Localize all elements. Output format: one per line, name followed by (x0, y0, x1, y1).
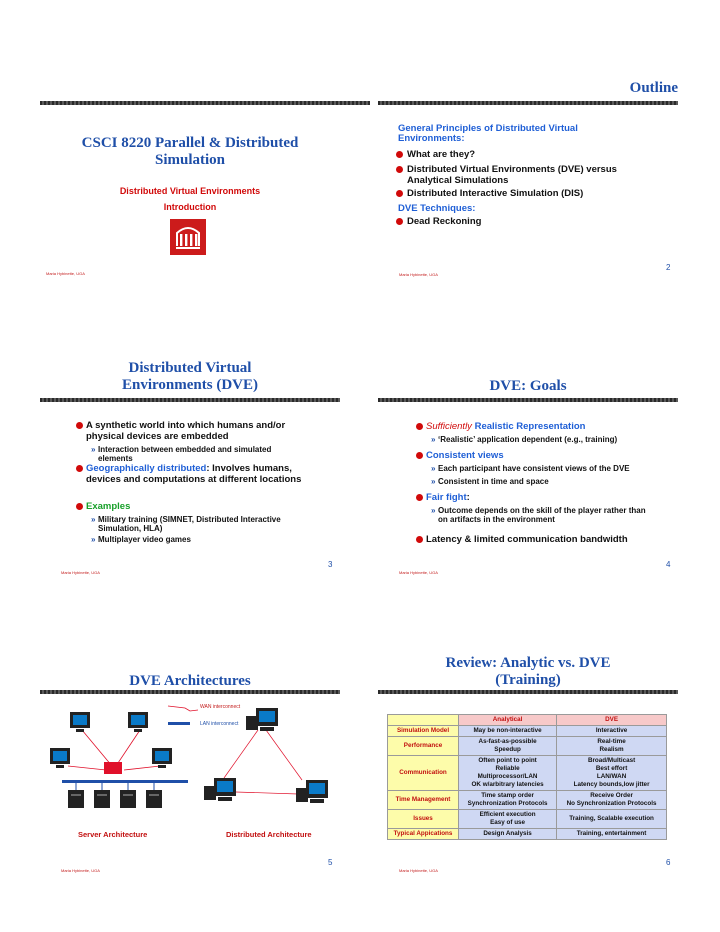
goal-latency: Latency & limited communication bandwidth (426, 534, 628, 545)
table-row (388, 737, 667, 756)
sub-interaction: » Interaction between embedded and simulated elements (98, 445, 298, 463)
goal-fair-fight-text: Fair fight (426, 492, 467, 503)
analytical-cell (459, 737, 557, 756)
bullet-icon (416, 423, 423, 430)
cell-line: Best effort (595, 765, 628, 772)
footer-author: Maria Hybinette, UGA (61, 570, 100, 575)
geo-description: : Involves humans, devices and computations at different locations (86, 463, 302, 485)
slide-5 (40, 670, 340, 880)
page-number: 6 (666, 858, 671, 867)
uga-arch-logo (170, 219, 206, 255)
dve-cell (557, 756, 667, 791)
goal-sufficiently: Sufficiently (426, 421, 472, 432)
cell-line: Reliable (495, 765, 520, 772)
section-dve-techniques: DVE Techniques: (398, 203, 476, 214)
analytical-cell (459, 791, 557, 810)
sub-realistic: » ‘Realistic’ application dependent (e.g., training) (438, 435, 617, 444)
row-label: Typical Appications (388, 829, 459, 840)
client-monitor-icons (50, 712, 172, 768)
lan-bus (62, 780, 188, 783)
analytical-cell (459, 726, 557, 737)
col-header-analytical: Analytical (459, 715, 557, 726)
architecture-diagram (40, 700, 340, 840)
title-rule (378, 398, 678, 402)
bullet-icon (76, 465, 83, 472)
bullet-icon (396, 166, 403, 173)
slide-title: CSCI 8220 Parallel & Distributed Simulation (81, 135, 299, 168)
bullet-icon (76, 422, 83, 429)
table-row (388, 726, 667, 737)
lan-legend-line (168, 722, 190, 725)
footer-author: Maria Hybinette, UGA (399, 868, 438, 873)
outline-item-2: Distributed Virtual Environments (DVE) versus Analytical Simulations (407, 164, 617, 186)
legend-wan: WAN interconnect (200, 704, 241, 710)
cell-line: Receive Order (590, 792, 633, 799)
cell-line: May be non-interactive (473, 727, 542, 734)
title-rule (40, 398, 340, 402)
cell-line: Time stamp order (481, 792, 534, 799)
slide-title: Outline (629, 80, 678, 96)
dve-cell (557, 737, 667, 756)
title-rule (40, 101, 370, 105)
comparison-table (387, 714, 667, 840)
lan-drops (76, 783, 154, 790)
bullet-synthetic-world: A synthetic world into which humans and/or physical devices are embedded (86, 420, 286, 442)
cell-line: Latency bounds,low jitter (573, 781, 650, 788)
table-corner (388, 715, 459, 726)
title-rule (40, 690, 340, 694)
page-number: 4 (666, 560, 671, 569)
cell-line: Realism (599, 746, 624, 753)
analytical-cell (459, 810, 557, 829)
footer-author: Maria Hybinette, UGA (399, 272, 438, 277)
geographically-distributed: Geographically distributed (86, 463, 207, 474)
bullet-icon (396, 151, 403, 158)
row-label: Time Management (388, 791, 459, 810)
slide-title: DVE: Goals (489, 378, 567, 394)
cell-line: LAN/WAN (596, 773, 627, 780)
sub-military-training: » Military training (SIMNET, Distributed Interactive Simulation, HLA) (98, 515, 318, 533)
bullet-geographically (86, 463, 316, 485)
section-general-principles: General Principles of Distributed Virtual Environments: (398, 123, 578, 144)
bullet-icon (396, 218, 403, 225)
row-label: Communication (388, 756, 459, 791)
slide-title: DVE Architectures (129, 673, 251, 689)
outline-item-1: What are they? (407, 149, 476, 160)
subtitle-dve: Distributed Virtual Environments (119, 186, 261, 196)
bullet-icon (76, 503, 83, 510)
bullet-icon (416, 536, 423, 543)
slide-6 (378, 655, 678, 880)
footer-author: Maria Hybinette, UGA (46, 271, 85, 276)
row-label: Issues (388, 810, 459, 829)
cell-line: Training, entertainment (576, 830, 647, 837)
row-label: Simulation Model (388, 726, 459, 737)
row-label: Performance (388, 737, 459, 756)
table-header-row (388, 715, 667, 726)
bullet-icon (396, 190, 403, 197)
label-server-architecture: Server Architecture (78, 830, 148, 839)
title-rule (378, 690, 678, 694)
goal-fair-fight-colon: : (466, 492, 470, 503)
legend-lan: LAN interconnect (200, 721, 239, 727)
cell-line: Design Analysis (483, 830, 532, 837)
slide-title: Distributed Virtual Environments (DVE) (122, 360, 258, 393)
cell-line: Synchronization Protocols (467, 800, 548, 807)
outline-item-dead-reckoning: Dead Reckoning (407, 216, 482, 227)
slide-title: Review: Analytic vs. DVE (Training) (445, 655, 611, 688)
footer-author: Maria Hybinette, UGA (399, 570, 438, 575)
goal-fair-fight (426, 492, 470, 503)
table-row (388, 791, 667, 810)
bullet-examples: Examples (86, 501, 131, 512)
table-row (388, 756, 667, 791)
cell-line: Easy of use (490, 819, 526, 826)
sub-consistent-time-space: » Consistent in time and space (438, 477, 549, 486)
hub (104, 762, 122, 774)
cell-line: Broad/Multicast (587, 757, 636, 764)
slide-3 (40, 360, 340, 575)
goal-consistent-views: Consistent views (426, 450, 504, 461)
cell-line: Training, Scalable execution (569, 815, 654, 822)
wan-legend-line (168, 706, 198, 711)
bullet-icon (416, 494, 423, 501)
goal-realistic (426, 421, 585, 432)
page-number: 2 (666, 263, 671, 272)
cell-line: Real-time (597, 738, 626, 745)
slide-2 (378, 80, 678, 277)
cell-line: Efficient execution (479, 811, 536, 818)
sub-multiplayer: » Multiplayer video games (98, 535, 191, 544)
dve-cell (557, 791, 667, 810)
footer-author: Maria Hybinette, UGA (61, 868, 100, 873)
slide-4 (378, 360, 678, 575)
slide-1 (40, 95, 370, 280)
outline-item-3: Distributed Interactive Simulation (DIS) (407, 188, 584, 199)
bullet-icon (416, 452, 423, 459)
dve-cell (557, 726, 667, 737)
table-row (388, 810, 667, 829)
sub-fair-fight: » Outcome depends on the skill of the player rather than on artifacts in the environment (438, 506, 648, 524)
cell-line: Often point to point (478, 757, 537, 764)
title-rule (378, 101, 678, 105)
cell-line: Speedup (494, 746, 521, 753)
dve-cell (557, 810, 667, 829)
server-tower-icons (68, 790, 162, 808)
cell-line: Multiprocessor/LAN (477, 773, 538, 780)
goal-realistic-text: Realistic Representation (471, 421, 586, 432)
cell-line: No Synchronization Protocols (566, 800, 657, 807)
label-distributed-architecture: Distributed Architecture (226, 830, 312, 839)
subtitle-introduction: Introduction (163, 202, 217, 212)
cell-line: As-fast-as-possible (478, 738, 537, 745)
cell-line: Interactive (595, 727, 628, 734)
dve-cell (557, 829, 667, 840)
analytical-cell (459, 829, 557, 840)
page-number: 5 (328, 858, 333, 867)
sub-consistent-views: » Each participant have consistent views of the DVE (438, 464, 630, 473)
cell-line: OK w/arbitrary latencies (471, 781, 544, 788)
table-row (388, 829, 667, 840)
col-header-dve: DVE (557, 715, 667, 726)
analytical-cell (459, 756, 557, 791)
page-number: 3 (328, 560, 333, 569)
